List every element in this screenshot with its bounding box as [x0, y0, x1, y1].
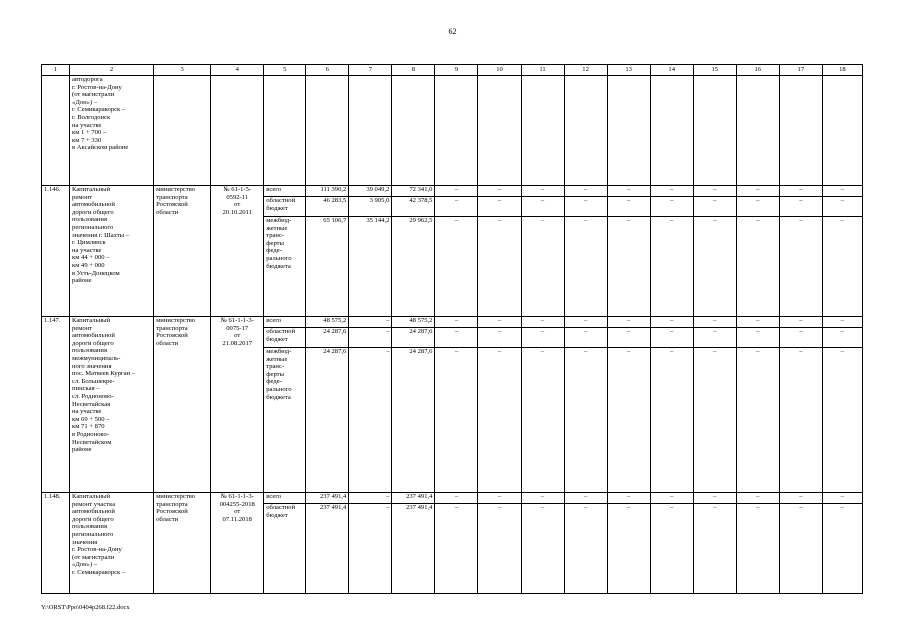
value-col-17: –	[779, 328, 822, 348]
value-col-18: –	[822, 197, 862, 217]
value-col-18: –	[822, 186, 862, 197]
value-col-6: 46 283,5	[306, 197, 349, 217]
value-col-6: 65 106,7	[306, 217, 349, 317]
value-col-7: 35 144,2	[349, 217, 392, 317]
value-col-17: –	[779, 504, 822, 594]
value-col-14: –	[650, 317, 693, 328]
value-col-14: –	[650, 328, 693, 348]
value-col-10: –	[478, 317, 521, 328]
page-number: 62	[448, 27, 457, 36]
value-col-8: 29 962,5	[392, 217, 435, 317]
value-col-10: –	[478, 217, 521, 317]
value-col-12: –	[564, 317, 607, 328]
row-number: 1.147.	[42, 317, 70, 493]
value-col-13: –	[607, 217, 650, 317]
value-col-16: –	[736, 328, 779, 348]
value-col-6: 24 287,6	[306, 328, 349, 348]
value-col-13: –	[607, 348, 650, 493]
value-col-6: 237 491,4	[306, 504, 349, 594]
organization-cell: министерство транспорта Ростовской области	[154, 493, 211, 594]
value-col-15: –	[693, 328, 736, 348]
header-col-2: 2	[70, 65, 154, 76]
value-col-18: –	[822, 493, 862, 504]
value-col-16: –	[736, 317, 779, 328]
value-col-11: –	[521, 328, 564, 348]
value-col-13: –	[607, 328, 650, 348]
value-col-18: –	[822, 348, 862, 493]
header-col-1: 1	[42, 65, 70, 76]
value-col-15: –	[693, 317, 736, 328]
value-col-7: –	[349, 317, 392, 328]
header-row	[42, 65, 863, 76]
value-col-12: –	[564, 348, 607, 493]
value-col-11: –	[521, 317, 564, 328]
value-col-17: –	[779, 348, 822, 493]
value-col-6: 111 390,2	[306, 186, 349, 197]
value-col-7: 3 905,0	[349, 197, 392, 217]
header-col-8: 8	[392, 65, 435, 76]
funding-source-cell: областной бюджет	[264, 504, 306, 594]
value-col-16: –	[736, 348, 779, 493]
value-col-7: –	[349, 493, 392, 504]
value-col-6: 237 491,4	[306, 493, 349, 504]
document-cell: № 61-1-1-3- 0075-17 от 21.08.2017	[211, 317, 264, 493]
value-col-8: 24 287,6	[392, 348, 435, 493]
document-cell: № 61-1-5- 0592-11 от 20.10.2011	[211, 186, 264, 317]
value-col-13: –	[607, 186, 650, 197]
header-col-12: 12	[564, 65, 607, 76]
value-col-13: –	[607, 197, 650, 217]
value-col-12: –	[564, 328, 607, 348]
value-col-11: –	[521, 348, 564, 493]
value-col-8: 237 491,4	[392, 504, 435, 594]
value-col-15: –	[693, 493, 736, 504]
funding-source-cell: областной бюджет	[264, 197, 306, 217]
funding-source-cell: межбюд- жетные транс- ферты феде- рального бюджета	[264, 348, 306, 493]
header-col-7: 7	[349, 65, 392, 76]
value-col-8: 237 491,4	[392, 493, 435, 504]
value-col-10: –	[478, 197, 521, 217]
value-col-6: 48 575,2	[306, 317, 349, 328]
value-col-10: –	[478, 186, 521, 197]
header-col-14: 14	[650, 65, 693, 76]
value-col-16: –	[736, 197, 779, 217]
value-col-9: –	[435, 504, 478, 594]
value-col-8: 72 341,0	[392, 186, 435, 197]
funding-source-cell: всего	[264, 493, 306, 504]
value-col-17: –	[779, 493, 822, 504]
object-name-cell: Капитальный ремонт автомобильной дороги общего пользования межмуниципаль- ного значения пос. Матвеев Курган – сл. Большекре- пинская – сл. Родионово- Несветайская на участке км 69 + 500 – км 71 + 870 в Родионово- Несветайском районе	[70, 317, 154, 493]
value-col-18: –	[822, 328, 862, 348]
value-col-15: –	[693, 348, 736, 493]
value-col-15: –	[693, 504, 736, 594]
funding-source-cell: областной бюджет	[264, 328, 306, 348]
value-col-14: –	[650, 504, 693, 594]
header-col-9: 9	[435, 65, 478, 76]
header-col-18: 18	[822, 65, 862, 76]
value-col-15: –	[693, 217, 736, 317]
value-col-7: –	[349, 348, 392, 493]
value-col-15: –	[693, 197, 736, 217]
value-col-7: 39 049,2	[349, 186, 392, 197]
header-col-11: 11	[521, 65, 564, 76]
value-col-11: –	[521, 186, 564, 197]
value-col-9: –	[435, 317, 478, 328]
value-col-18: –	[822, 504, 862, 594]
header-col-4: 4	[211, 65, 264, 76]
value-col-10: –	[478, 493, 521, 504]
value-col-11: –	[521, 197, 564, 217]
table-row	[42, 493, 863, 504]
value-col-12: –	[564, 217, 607, 317]
value-col-14: –	[650, 197, 693, 217]
value-col-15: –	[693, 186, 736, 197]
value-col-16: –	[736, 504, 779, 594]
value-col-13: –	[607, 493, 650, 504]
value-col-13: –	[607, 504, 650, 594]
document-cell: № 61-1-1-3- 004255-2018 от 07.11.2018	[211, 493, 264, 594]
value-col-17: –	[779, 186, 822, 197]
value-col-14: –	[650, 186, 693, 197]
value-col-12: –	[564, 186, 607, 197]
value-col-8: 48 575,2	[392, 317, 435, 328]
value-col-10: –	[478, 328, 521, 348]
value-col-14: –	[650, 217, 693, 317]
value-col-17: –	[779, 317, 822, 328]
value-col-14: –	[650, 493, 693, 504]
table-row	[42, 186, 863, 197]
organization-cell: министерство транспорта Ростовской области	[154, 186, 211, 317]
table-row	[42, 317, 863, 328]
header-col-10: 10	[478, 65, 521, 76]
header-col-5: 5	[264, 65, 306, 76]
header-col-3: 3	[154, 65, 211, 76]
header-col-13: 13	[607, 65, 650, 76]
value-col-18: –	[822, 217, 862, 317]
object-name-cell: Капитальный ремонт автомобильной дороги общего пользования регионального значения г. Шахты – г. Цимлянск на участке км 44 + 000 – км 49 + 000 в Усть-Донецком районе	[70, 186, 154, 317]
value-col-11: –	[521, 217, 564, 317]
cell-num	[42, 76, 70, 186]
value-col-16: –	[736, 186, 779, 197]
value-col-13: –	[607, 317, 650, 328]
header-col-6: 6	[306, 65, 349, 76]
value-col-9: –	[435, 348, 478, 493]
value-col-9: –	[435, 197, 478, 217]
value-col-16: –	[736, 493, 779, 504]
value-col-12: –	[564, 504, 607, 594]
funding-source-cell: межбюд- жетные транс- ферты феде- рального бюджета	[264, 217, 306, 317]
row-number: 1.148.	[42, 493, 70, 594]
value-col-18: –	[822, 317, 862, 328]
value-col-17: –	[779, 197, 822, 217]
value-col-10: –	[478, 504, 521, 594]
value-col-8: 24 287,6	[392, 328, 435, 348]
object-name-cell: Капитальный ремонт участка автомобильной дороги общего пользования регионального значения г. Ростов-на-Дону (от магистрали «Дон») – г. Семикаракорск –	[70, 493, 154, 594]
continued-row	[42, 76, 863, 186]
header-col-17: 17	[779, 65, 822, 76]
value-col-6: 24 287,6	[306, 348, 349, 493]
value-col-12: –	[564, 197, 607, 217]
value-col-9: –	[435, 328, 478, 348]
object-name-cell: автодорога г. Ростов-на-Дону (от магистрали «Дон») – г. Семикаракорск – г. Волгодонск на участке км 1 + 700 – км 7 + 330 в Аксайском районе	[70, 76, 154, 186]
header-col-15: 15	[693, 65, 736, 76]
value-col-9: –	[435, 493, 478, 504]
value-col-10: –	[478, 348, 521, 493]
header-col-16: 16	[736, 65, 779, 76]
value-col-8: 42 378,5	[392, 197, 435, 217]
row-number: 1.146.	[42, 186, 70, 317]
value-col-9: –	[435, 186, 478, 197]
value-col-11: –	[521, 504, 564, 594]
value-col-14: –	[650, 348, 693, 493]
value-col-17: –	[779, 217, 822, 317]
value-col-11: –	[521, 493, 564, 504]
funding-source-cell: всего	[264, 186, 306, 197]
footer-file-path: Y:\ORST\Ppo\0404p268.f22.docx	[41, 604, 130, 611]
organization-cell: министерство транспорта Ростовской области	[154, 317, 211, 493]
value-col-7: –	[349, 504, 392, 594]
value-col-16: –	[736, 217, 779, 317]
value-col-9: –	[435, 217, 478, 317]
value-col-12: –	[564, 493, 607, 504]
funding-source-cell: всего	[264, 317, 306, 328]
value-col-7: –	[349, 328, 392, 348]
budget-table	[41, 64, 863, 594]
